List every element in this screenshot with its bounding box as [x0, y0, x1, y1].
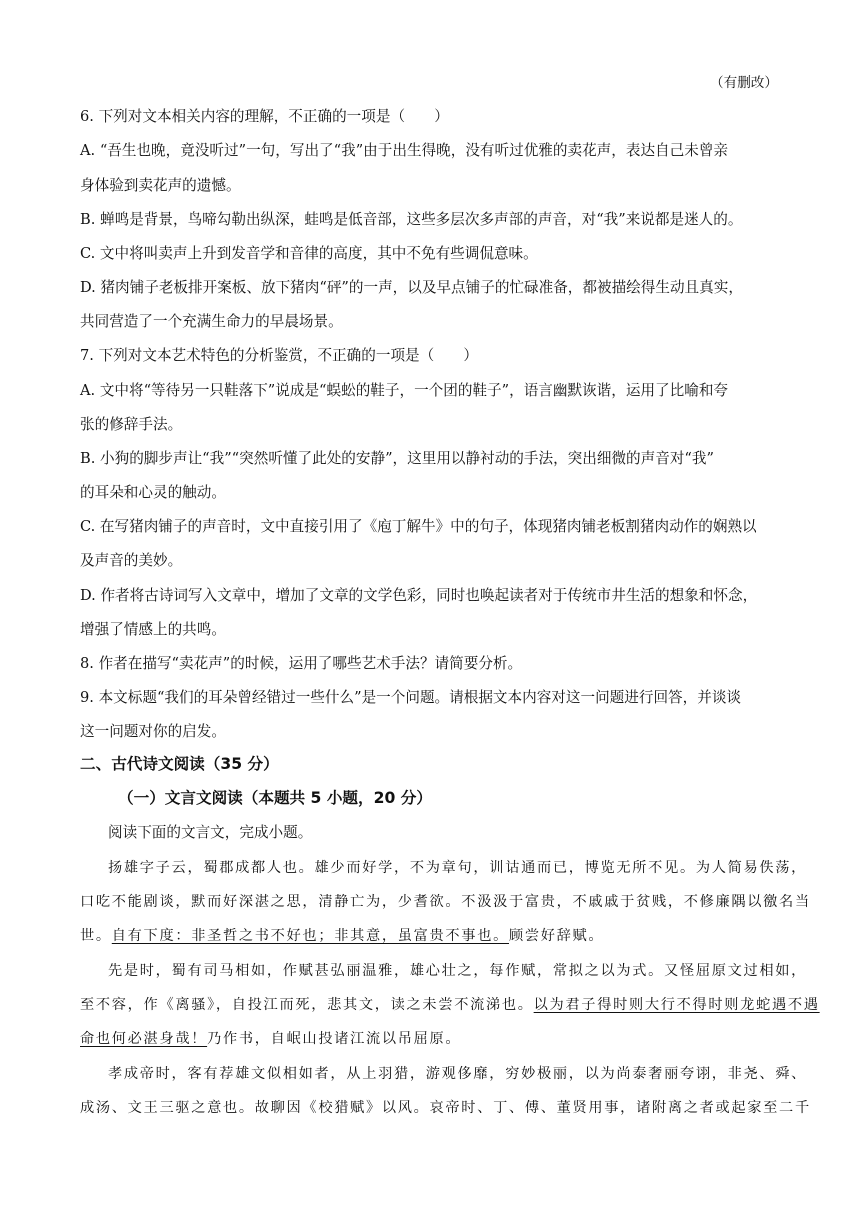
- passage-p2-line3: [80, 1029, 461, 1049]
- underlined-sentence-1: 自有下度：非圣哲之书不好也；非其意，虽富贵不事也。: [111, 928, 509, 944]
- reading-instruction: 阅读下面的文言文，完成小题。: [108, 824, 313, 841]
- passage-p2-line2: [80, 995, 820, 1015]
- passage-p1-line2: 口吃不能剧谈，默而好深湛之思，清静亡为，少耆欲。不汲汲于富贵，不戚戚于贫贱，不修廉隅以徼名当: [80, 894, 811, 910]
- q9-question-line1: 9. 本文标题“我们的耳朵曾经错过一些什么”是一个问题。请根据文本内容对这一问题进行回答，并谈谈: [80, 689, 742, 706]
- q7-option-b-line2: 的耳朵和心灵的触动。: [80, 484, 226, 501]
- q7-option-c-line1: C. 在写猪肉铺子的声音时，文中直接引用了《庖丁解牛》中的句子，体现猪肉铺老板割猪肉动作的娴熟以: [80, 518, 757, 535]
- q8-question: 8. 作者在描写“卖花声”的时候，运用了哪些艺术手法？请简要分析。: [80, 655, 523, 672]
- passage-p2-line1: 先是时，蜀有司马相如，作赋甚弘丽温雅，雄心壮之，每作赋，常拟之以为式。又怪屈原文过相如，: [108, 963, 808, 979]
- passage-p1-line3: [80, 926, 604, 946]
- section-heading: 二、古代诗文阅读（35 分）: [80, 755, 279, 773]
- source-note: （有删改）: [710, 75, 778, 91]
- q7-option-d-line1: D. 作者将古诗词写入文章中，增加了文章的文学色彩，同时也唤起读者对于传统市井生活的想象和怀念，: [80, 587, 758, 604]
- q7-option-a-line2: 张的修辞手法。: [80, 416, 183, 433]
- q6-option-b: B. 蝉鸣是背景，鸟啼勾勒出纵深，蛙鸣是低音部，这些多层次多声部的声音，对“我”来说都是迷人的。: [80, 211, 743, 228]
- q6-option-a-line1: A. “吾生也晚，竟没听过”一句，写出了“我”由于出生得晚，没有听过优雅的卖花声，表达自己未曾亲: [80, 142, 729, 159]
- q6-option-c: C. 文中将叫卖声上升到发音学和音律的高度，其中不免有些调侃意味。: [80, 245, 538, 262]
- passage-p3-line1: 孝成帝时，客有荐雄文似相如者，从上羽猎，游观侈靡，穷妙极丽，以为尚泰奢丽夸诩，非尧、舜、: [108, 1066, 808, 1082]
- q7-option-c-line2: 及声音的美妙。: [80, 552, 183, 569]
- underlined-sentence-2-part2: 命也何必湛身哉！: [80, 1031, 208, 1047]
- passage-p3-line2: 成汤、文王三驱之意也。故聊因《校猎赋》以风。哀帝时、丁、傅、董贤用事，诸附离之者或起家至二千: [80, 1100, 811, 1116]
- passage-text: 世。: [80, 928, 112, 944]
- q7-option-b-line1: B. 小狗的脚步声让“我”“突然听懂了此处的安静”，这里用以静衬动的手法，突出细微的声音对“我”: [80, 450, 714, 467]
- passage-text: 顾尝好辞赋。: [508, 928, 605, 944]
- passage-text: 乃作书，自岷山投诸江流以吊屈原。: [207, 1031, 462, 1047]
- q6-option-d-line1: D. 猪肉铺子老板排开案板、放下猪肉“砰”的一声，以及早点铺子的忙碌准备，都被描绘得生动且真实，: [80, 279, 743, 296]
- q7-option-a-line1: A. 文中将“等待另一只鞋落下”说成是“蜈蚣的鞋子，一个团的鞋子”，语言幽默诙谐，运用了比喻和夸: [80, 382, 729, 399]
- q7-stem: 7. 下列对文本艺术特色的分析鉴赏，不正确的一项是（ ）: [80, 347, 479, 364]
- q6-option-a-line2: 身体验到卖花声的遗憾。: [80, 177, 241, 194]
- q7-option-d-line2: 增强了情感上的共鸣。: [80, 621, 226, 638]
- underlined-sentence-2-part1: 以为君子得时则大行不得时则龙蛇遇不遇: [533, 997, 820, 1013]
- passage-p1-line1: 扬雄字子云，蜀郡成都人也。雄少而好学，不为章句，训诂通而已，博览无所不见。为人简易佚荡，: [108, 860, 808, 876]
- q6-option-d-line2: 共同营造了一个充满生命力的早晨场景。: [80, 313, 343, 330]
- passage-text: 至不容，作《离骚》，自投江而死，悲其文，读之未尝不流涕也。: [80, 997, 534, 1013]
- q9-question-line2: 这一问题对你的启发。: [80, 723, 226, 740]
- q6-stem: 6. 下列对文本相关内容的理解，不正确的一项是（ ）: [80, 108, 449, 125]
- subsection-heading: （一）文言文阅读（本题共 5 小题，20 分）: [118, 789, 432, 807]
